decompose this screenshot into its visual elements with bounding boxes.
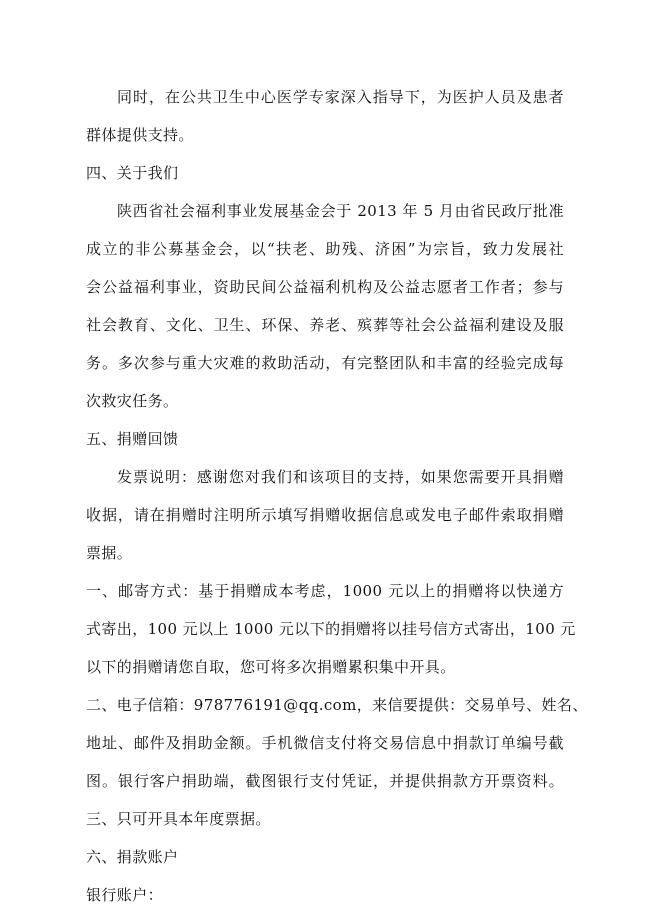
paragraph-line: 成立的非公募基金会，以“扶老、助残、济困”为宗旨，致力发展社: [86, 240, 564, 258]
paragraph-line: 发票说明：感谢您对我们和该项目的支持，如果您需要开具捐赠: [117, 468, 564, 486]
paragraph-line: 地址、邮件及捐助金额。手机微信支付将交易信息中捐款订单编号截: [86, 734, 564, 752]
paragraph-line: 二、电子信箱：978776191@qq.com，来信要提供：交易单号、姓名、: [86, 696, 588, 714]
section-heading-about-us: 四、关于我们: [86, 164, 179, 182]
paragraph-line: 陕西省社会福利事业发展基金会于 2013 年 5 月由省民政厅批准: [117, 202, 564, 220]
paragraph-line: 票据。: [86, 544, 133, 562]
paragraph-line: 务。多次参与重大灾难的救助活动，有完整团队和丰富的经验完成每: [86, 354, 564, 372]
paragraph-line: 三、只可开具本年度票据。: [86, 810, 271, 828]
paragraph-line: 一、邮寄方式：基于捐赠成本考虑，1000 元以上的捐赠将以快递方: [86, 582, 564, 600]
document-page: [86, 78, 588, 914]
paragraph-line: 图。银行客户捐助端，截图银行支付凭证，并提供捐款方开票资料。: [86, 772, 564, 790]
section-heading-donation-account: 六、捐款账户: [86, 848, 179, 866]
paragraph-line: 群体提供支持。: [86, 126, 194, 144]
paragraph-line: 次救灾任务。: [86, 392, 179, 410]
paragraph-line: 社会教育、文化、卫生、环保、养老、殡葬等社会公益福利建设及服: [86, 316, 564, 334]
paragraph-line: 式寄出，100 元以上 1000 元以下的捐赠将以挂号信方式寄出，100 元: [86, 620, 576, 638]
paragraph-line: 会公益福利事业，资助民间公益福利机构及公益志愿者工作者；参与: [86, 278, 564, 296]
bank-account-label: 银行账户：: [86, 886, 164, 904]
section-heading-donation-feedback: 五、捐赠回馈: [86, 430, 179, 448]
paragraph-line: 同时，在公共卫生中心医学专家深入指导下，为医护人员及患者: [117, 88, 564, 106]
paragraph-line: 以下的捐赠请您自取，您可将多次捐赠累积集中开具。: [86, 658, 456, 676]
paragraph-line: 收据，请在捐赠时注明所示填写捐赠收据信息或发电子邮件索取捐赠: [86, 506, 564, 524]
